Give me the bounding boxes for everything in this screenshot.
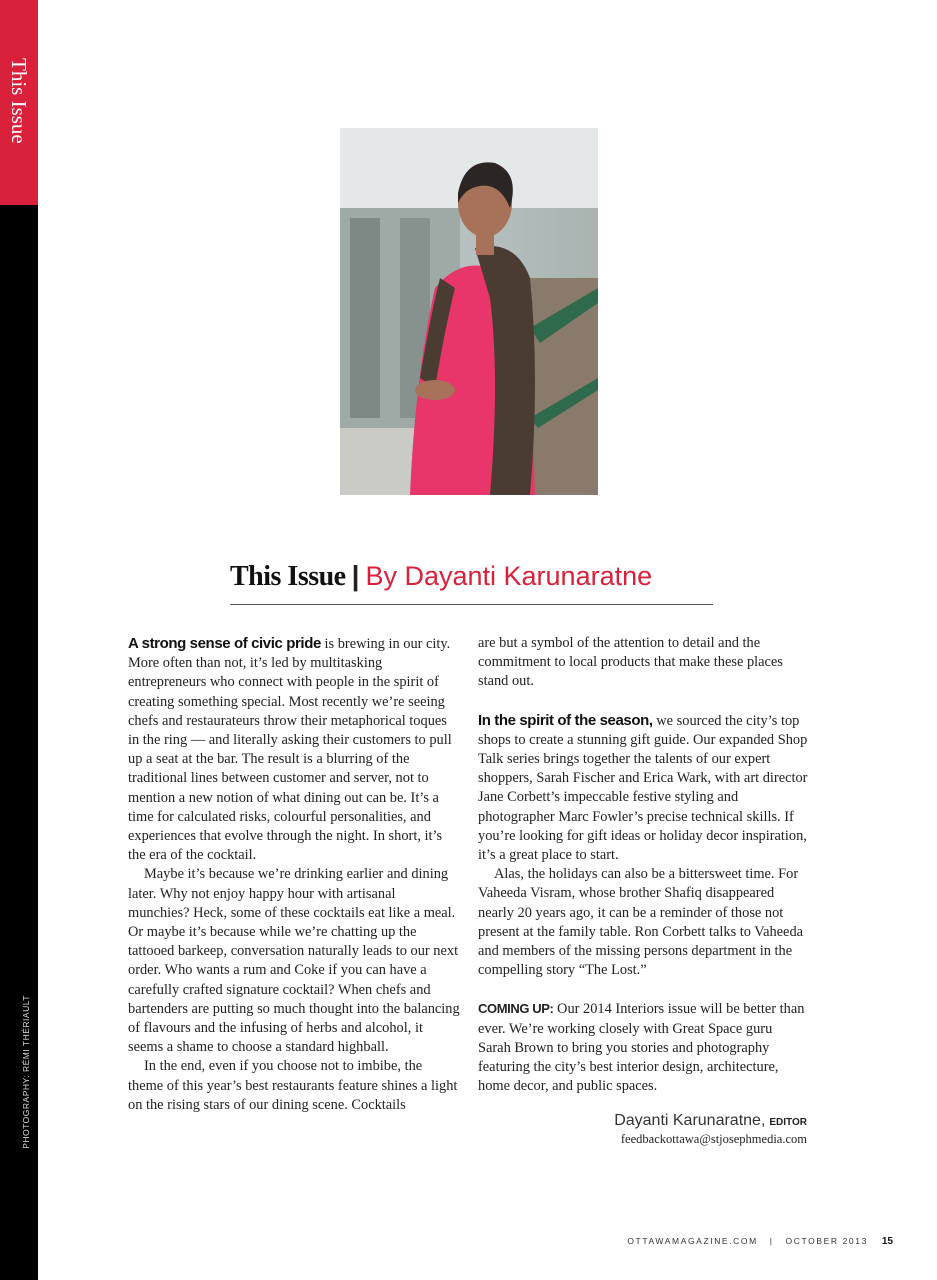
lead-in: In the spirit of the season, [478, 711, 653, 729]
byline: By Dayanti Karunaratne [365, 561, 653, 591]
paragraph: Maybe it’s because we’re drinking earlier and dining later. Why not enjoy happy hour with artisanal munchies? Heck, some of these cocktails eat like a meal. Or maybe it’s because while we’re chatting up the tattooed barkeep, conversation naturally leads to our next order. Who wants a rum and Coke if you can have a carefully crafted signature cocktail? When chefs and bartenders are putting so much thought into the balancing of flavours and the infusing of herbs and alcohol, it seems a shame to choose a standard highball. [128, 866, 460, 1056]
editor-photo [340, 128, 598, 495]
left-column [128, 634, 460, 1115]
paragraph: In the end, even if you choose not to imbibe, the theme of this year’s best restaurants feature shines a light on the rising stars of our dining scene. Cocktails [128, 1058, 458, 1113]
coming-up-label: COMING UP: [478, 1001, 554, 1017]
paragraph [478, 711, 808, 866]
editor-portrait-image [340, 128, 598, 495]
footer-separator: | [769, 1236, 774, 1246]
paragraph [128, 634, 460, 865]
title-text: This Issue [230, 561, 346, 592]
section-label: This Issue [7, 58, 31, 144]
editor-name: Dayanti Karunaratne, [614, 1112, 766, 1129]
photo-credit: PHOTOGRAPHY: RÉMI THÉRIAULT [21, 995, 31, 1149]
editor-signature [614, 1112, 807, 1147]
sidebar [0, 0, 38, 1280]
footer-issue: OCTOBER 2013 [785, 1236, 868, 1246]
paragraph-text: we sourced the city’s top shops to create a stunning gift guide. Our expanded Shop Talk series brings together the talents of our expert shoppers, Sarah Fischer and Erica Wark, with art director Jane Corbett’s impeccable festive styling and photographer Marc Fowler’s precise technical skills. If you’re looking for gift ideas or holiday decor inspiration, it’s a great place to start. [478, 712, 808, 864]
page-number: 15 [881, 1236, 893, 1247]
paragraph-text: Our 2014 Interiors issue will be better than ever. We’re working closely with Great Space guru Sarah Brown to bring you stories and photography featuring the city’s best interior design, architecture, home decor, and public spaces. [478, 1001, 805, 1095]
paragraph: Alas, the holidays can also be a bittersweet time. For Vaheeda Visram, whose brother Shafiq disappeared nearly 20 years ago, it can be a reminder of those not present at the family table. Ron Corbett talks to Vaheeda and members of the missing persons department in the compelling story “The Lost.” [478, 866, 804, 979]
title-separator: | [351, 560, 360, 591]
page-title [230, 560, 713, 593]
title-rule [230, 604, 713, 605]
paragraph [478, 999, 808, 1096]
editor-role: EDITOR [769, 1117, 807, 1128]
paragraph-text: is brewing in our city. More often than not, it’s led by multitasking entrepreneurs who connect with people in the spirit of creating something special. Most recently we’re seeing chefs and restaurateurs throw their metaphorical toques in the ring — and literally asking their customers to pull up a seat at the bar. The result is a blurring of the traditional lines between customer and server, not to mention a new notion of what dining out can be. It’s a time for calculated risks, colourful personalities, and experiences that evolve through the night. In short, it’s the era of the cocktail. [128, 636, 452, 864]
page-footer [627, 1236, 893, 1247]
paragraph: are but a symbol of the attention to detail and the commitment to local products that make these places stand out. [478, 635, 783, 690]
lead-in: A strong sense of civic pride [128, 635, 321, 652]
footer-site[interactable]: OTTAWAMAGAZINE.COM [627, 1236, 758, 1246]
right-column [478, 634, 808, 1096]
editor-email[interactable]: feedbackottawa@stjosephmedia.com [620, 1132, 807, 1146]
